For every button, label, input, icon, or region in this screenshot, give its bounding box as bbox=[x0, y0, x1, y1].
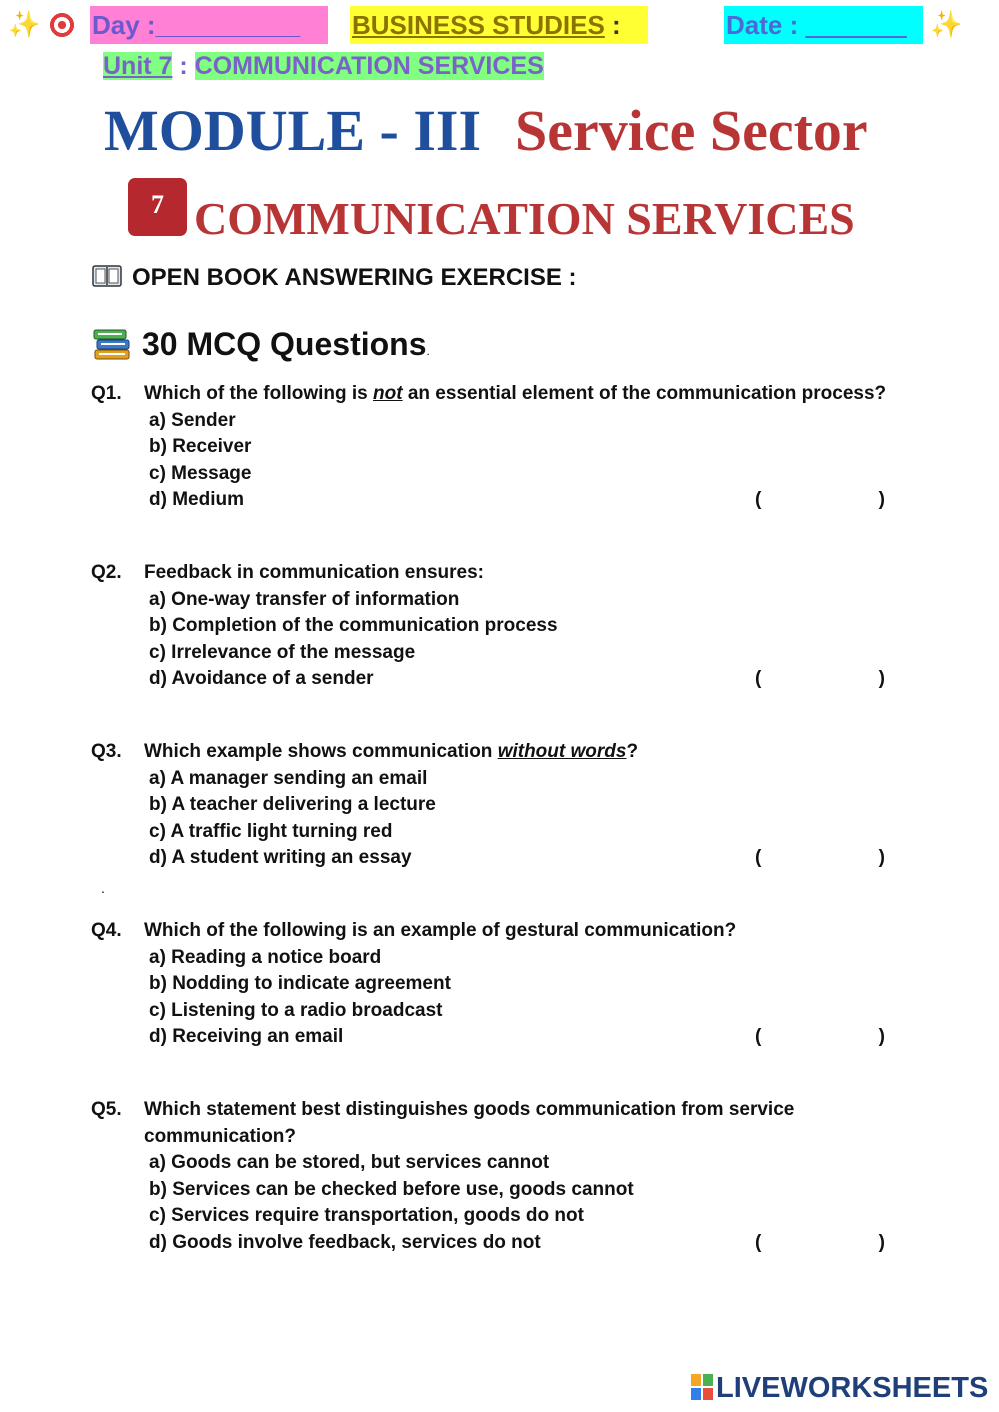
option-a: a) One-way transfer of information bbox=[149, 588, 460, 610]
date-label: Date : bbox=[726, 10, 799, 40]
question-1 bbox=[91, 381, 971, 514]
books-icon bbox=[92, 326, 132, 362]
question-text: Which statement best distinguishes goods communication from service communication? bbox=[144, 1099, 795, 1147]
date-field[interactable] bbox=[724, 6, 923, 44]
option-a: a) Sender bbox=[149, 409, 236, 431]
question-number: Q2. bbox=[91, 562, 122, 583]
question-number: Q1. bbox=[91, 383, 122, 404]
option-a: a) Reading a notice board bbox=[149, 946, 382, 968]
day-blank: __________ bbox=[155, 10, 301, 40]
answer-box[interactable]: ( ) bbox=[755, 489, 885, 511]
question-number: Q4. bbox=[91, 920, 122, 941]
brand-name: LIVEWORKSHEETS bbox=[716, 1372, 989, 1404]
module-number: MODULE - III bbox=[104, 98, 482, 163]
option-c: c) Irrelevance of the message bbox=[149, 641, 416, 663]
day-label: Day : bbox=[92, 10, 156, 40]
option-c: c) A traffic light turning red bbox=[149, 820, 393, 842]
option-b: b) Completion of the communication process bbox=[149, 615, 558, 637]
option-b: b) A teacher delivering a lecture bbox=[149, 794, 436, 816]
option-d: d) Avoidance of a sender bbox=[149, 668, 374, 690]
question-text: Which of the following is an example of gestural communication? bbox=[144, 920, 737, 941]
mcq-heading: 30 MCQ Questions. bbox=[92, 324, 430, 371]
answer-box[interactable]: ( ) bbox=[755, 1231, 885, 1253]
question-text: Which of the following is not an essential element of the communication process? bbox=[144, 383, 887, 404]
target-icon bbox=[47, 6, 77, 44]
option-d: d) Medium bbox=[149, 489, 244, 511]
answer-box[interactable]: ( ) bbox=[755, 668, 885, 690]
option-a: a) Goods can be stored, but services cannot bbox=[149, 1152, 550, 1174]
question-number: Q5. bbox=[91, 1099, 122, 1120]
answer-box[interactable]: ( ) bbox=[755, 847, 885, 869]
stray-dot: . bbox=[101, 880, 105, 896]
liveworksheets-logo[interactable] bbox=[691, 1372, 988, 1404]
open-book-icon bbox=[92, 265, 122, 287]
mcq-title: 30 MCQ Questions bbox=[142, 326, 427, 362]
answer-box[interactable]: ( ) bbox=[755, 1026, 885, 1048]
option-b: b) Receiver bbox=[149, 436, 252, 458]
question-number: Q3. bbox=[91, 741, 122, 762]
unit-title: COMMUNICATION SERVICES bbox=[194, 52, 544, 80]
option-d: d) A student writing an essay bbox=[149, 847, 412, 869]
question-5 bbox=[91, 1097, 971, 1257]
module-heading bbox=[104, 98, 868, 164]
liveworksheets-icon bbox=[691, 1374, 713, 1400]
question-2 bbox=[91, 560, 971, 693]
option-b: b) Services can be checked before use, goods cannot bbox=[149, 1178, 634, 1200]
chapter-title: COMMUNICATION SERVICES bbox=[194, 193, 855, 244]
question-3 bbox=[91, 739, 971, 872]
section-title: OPEN BOOK ANSWERING EXERCISE : bbox=[132, 264, 577, 291]
sparkle-icon: ✨ bbox=[930, 10, 963, 40]
date-blank: _______ bbox=[805, 10, 907, 40]
option-b: b) Nodding to indicate agreement bbox=[149, 973, 451, 995]
question-text: Which example shows communication without words? bbox=[144, 741, 639, 762]
option-a: a) A manager sending an email bbox=[149, 767, 428, 789]
day-field[interactable] bbox=[90, 6, 328, 44]
section-heading bbox=[92, 262, 577, 294]
option-c: c) Message bbox=[149, 462, 252, 484]
unit-heading: Unit 7 : COMMUNICATION SERVICES bbox=[103, 52, 544, 80]
module-name: Service Sector bbox=[515, 98, 868, 163]
subject-link[interactable]: BUSINESS STUDIES bbox=[352, 10, 605, 40]
option-c: c) Services require transportation, goods do not bbox=[149, 1205, 584, 1227]
option-d: d) Receiving an email bbox=[149, 1026, 344, 1048]
chapter-number-badge: 7 bbox=[128, 178, 187, 236]
subject-title: BUSINESS STUDIES : bbox=[350, 6, 648, 44]
sparkle-icon: ✨ bbox=[8, 10, 41, 40]
option-d: d) Goods involve feedback, services do not bbox=[149, 1231, 541, 1253]
unit-link[interactable]: Unit 7 bbox=[103, 52, 173, 80]
option-c: c) Listening to a radio broadcast bbox=[149, 999, 443, 1021]
question-text: Feedback in communication ensures: bbox=[144, 562, 484, 583]
question-4 bbox=[91, 918, 971, 1051]
